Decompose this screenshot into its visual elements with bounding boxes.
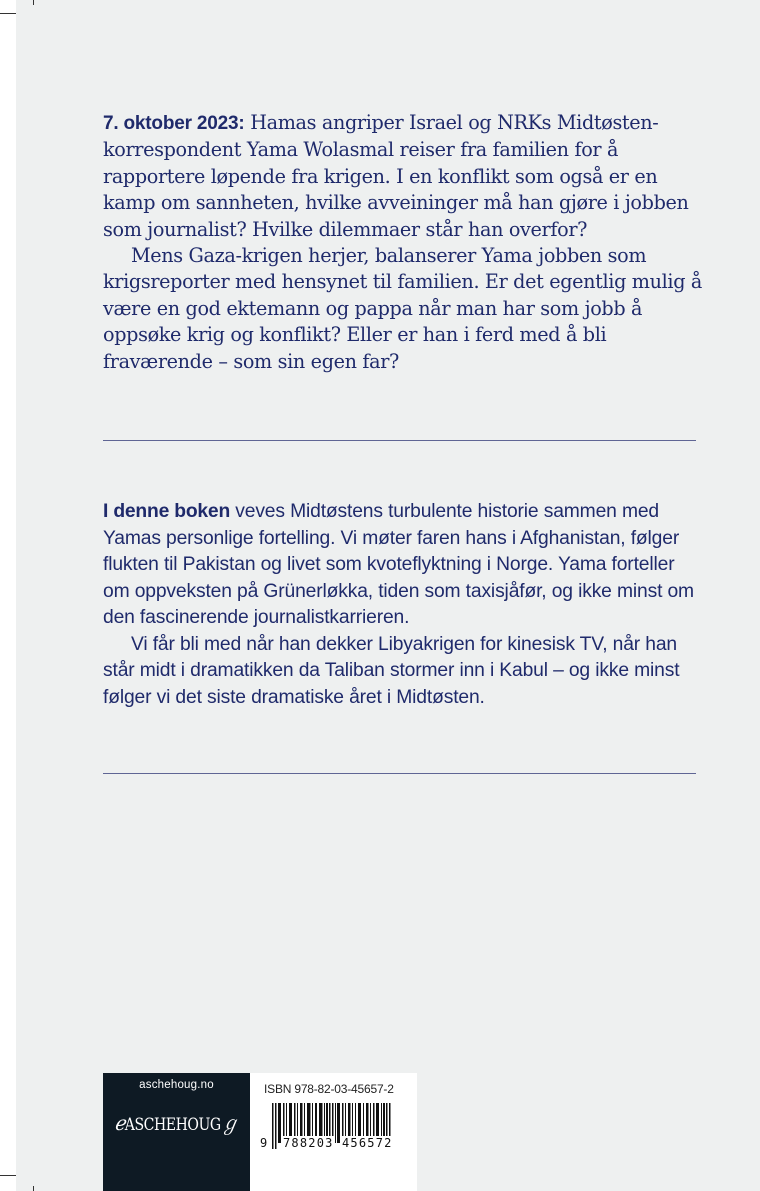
about-book-section bbox=[103, 499, 703, 711]
crop-mark-top-left bbox=[0, 13, 16, 14]
synopsis-paragraph-1 bbox=[103, 110, 703, 243]
publisher-box bbox=[103, 1073, 250, 1191]
about-paragraph-1 bbox=[103, 499, 703, 632]
isbn-label: ISBN 978-82-03-45657-2 bbox=[264, 1082, 394, 1096]
divider-top bbox=[103, 440, 696, 441]
crop-mark-bottom-left-vertical bbox=[33, 1186, 34, 1191]
divider-bottom bbox=[103, 773, 696, 774]
synopsis-lead-date: 7. oktober 2023: bbox=[103, 113, 245, 134]
publisher-logo bbox=[109, 1107, 244, 1136]
about-paragraph-1-text: veves Midtøstens turbulente historie sammen med Yamas personlige fortelling. Vi møter faren hans i Afghanistan, følger flukten til Pakistan og livet som kvoteflyktning i Norge. Yama forteller om oppveksten på Grünerløkka, tiden som taxisjåfør, og ikke minst om den fascinerende journalistkarrieren. bbox=[103, 501, 694, 628]
synopsis-section bbox=[103, 110, 703, 375]
bleed-margin bbox=[0, 0, 16, 1191]
crop-mark-top-left-vertical bbox=[33, 0, 34, 5]
barcode-box bbox=[250, 1073, 417, 1191]
synopsis-paragraph-1-text: Hamas angriper Israel og NRKs Midtøsten-korrespondent Yama Wolasmal reiser fra familien for å rapportere løpende fra krigen. I en konflikt som også er en kamp om sannheten, hvilke avveininger må han gjøre i jobben som journalist? Hvilke dilemmaer står han overfor? bbox=[103, 111, 689, 241]
barcode-digits-group-1: 788203 bbox=[283, 1136, 334, 1150]
logo-swash-right-icon: ℊ bbox=[220, 1111, 239, 1135]
barcode-digit-first: 9 bbox=[260, 1136, 268, 1150]
publisher-url: aschehoug.no bbox=[139, 1079, 214, 1091]
about-paragraph-2: Vi får bli med når han dekker Libyakrigen for kinesisk TV, når han står midt i dramatikken da Taliban stormer inn i Kabul – og ikke minst følger vi det siste dramatiske året i Midtøsten. bbox=[103, 633, 680, 708]
logo-text: ASCHEHOUG bbox=[124, 1115, 221, 1135]
crop-mark-bottom-left bbox=[0, 1175, 16, 1176]
about-lead: I denne boken bbox=[103, 501, 231, 522]
synopsis-paragraph-2: Mens Gaza-krigen herjer, balanserer Yama jobben som krigsreporter med hensynet til familien. Er det egentlig mulig å være en god ektemann og pappa når man har som jobb å oppsøke krig og konflikt? Eller er han i ferd med å bli fraværende – som sin egen far? bbox=[103, 244, 702, 373]
barcode-digits-group-2: 456572 bbox=[342, 1136, 393, 1150]
logo-swash-left-icon: ℯ bbox=[114, 1111, 125, 1135]
